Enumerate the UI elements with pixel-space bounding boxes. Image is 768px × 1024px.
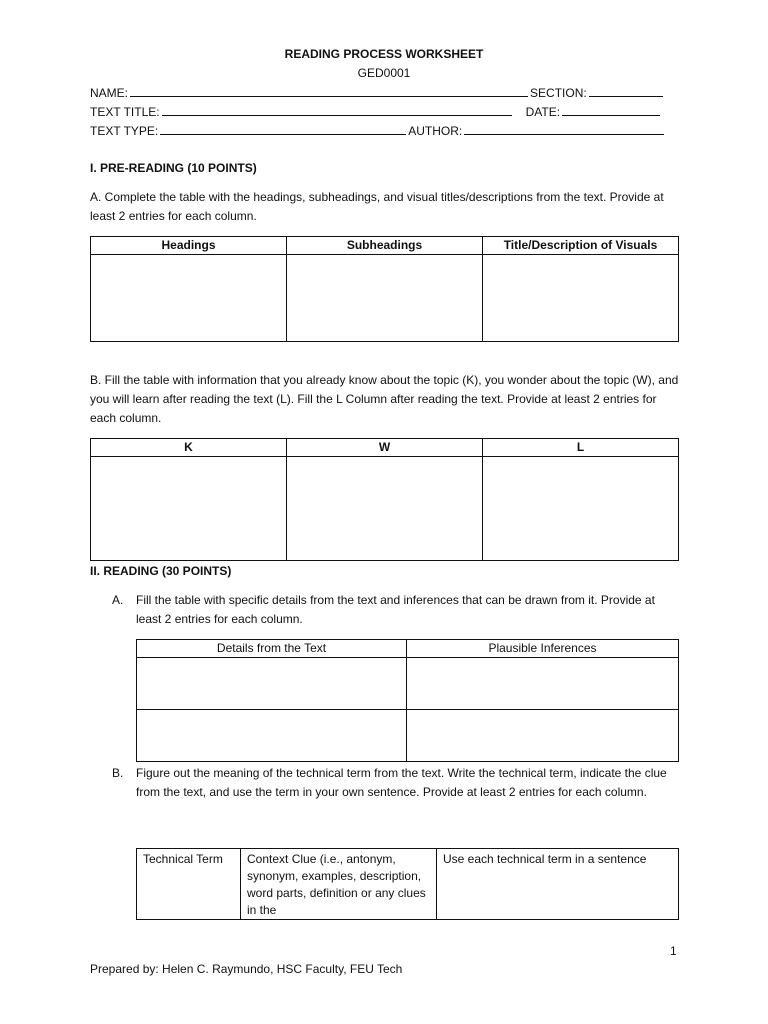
- col-subheadings: Subheadings: [287, 237, 483, 255]
- headings-cell[interactable]: [91, 255, 287, 342]
- author-label: AUTHOR:: [408, 124, 463, 138]
- headings-table: [90, 236, 679, 342]
- page-number: 1: [670, 944, 677, 958]
- author-blank[interactable]: [464, 122, 664, 135]
- date-blank[interactable]: [562, 103, 660, 116]
- text-type-row: [90, 122, 680, 140]
- col-w: W: [287, 439, 483, 457]
- reading-a-marker: A.: [112, 593, 124, 607]
- text-title-blank[interactable]: [162, 103, 512, 116]
- reading-heading: II. READING (30 POINTS): [90, 564, 232, 578]
- text-title-label: TEXT TITLE:: [90, 105, 160, 119]
- pre-reading-b-instructions: B. Fill the table with information that you already know about the topic (K), you wonder about the topic (W), and you will learn after reading the text (L). Fill the L Column after reading the text. Provide at least 2 entries for each column.: [90, 373, 679, 425]
- w-cell[interactable]: [287, 457, 483, 561]
- pre-reading-a-instructions: A. Complete the table with the headings, subheadings, and visual titles/descriptions from the text. Provide at least 2 entries for each column.: [90, 190, 664, 223]
- details-cell[interactable]: [137, 658, 407, 710]
- col-headings: Headings: [91, 237, 287, 255]
- l-cell[interactable]: [483, 457, 679, 561]
- col-l: L: [483, 439, 679, 457]
- section-blank[interactable]: [589, 84, 663, 97]
- subheadings-cell[interactable]: [287, 255, 483, 342]
- inferences-cell[interactable]: [407, 658, 679, 710]
- course-code: GED0001: [357, 66, 411, 80]
- col-sentence: Use each technical term in a sentence: [437, 849, 679, 920]
- reading-a-instructions: Fill the table with specific details from the text and inferences that can be drawn from it. Provide at least 2 entries for each column.: [136, 593, 655, 626]
- details-cell[interactable]: [137, 710, 407, 762]
- k-cell[interactable]: [91, 457, 287, 561]
- worksheet-title: READING PROCESS WORKSHEET: [284, 47, 484, 61]
- reading-b-instructions: Figure out the meaning of the technical term from the text. Write the technical term, indicate the clue from the text, and use the term in your own sentence. Provide at least 2 entries for each column.: [136, 766, 667, 799]
- col-details: Details from the Text: [137, 640, 407, 658]
- text-type-blank[interactable]: [160, 122, 406, 135]
- col-context-clue: Context Clue (i.e., antonym, synonym, examples, description, word parts, definition or any clues in the: [241, 849, 437, 920]
- col-visuals: Title/Description of Visuals: [483, 237, 679, 255]
- name-blank[interactable]: [130, 84, 528, 97]
- col-k: K: [91, 439, 287, 457]
- inferences-cell[interactable]: [407, 710, 679, 762]
- prepared-by: Prepared by: Helen C. Raymundo, HSC Faculty, FEU Tech: [90, 962, 403, 976]
- reading-b-marker: B.: [112, 766, 124, 780]
- name-label: NAME:: [90, 86, 129, 100]
- text-type-label: TEXT TYPE:: [90, 124, 159, 138]
- pre-reading-heading: I. PRE-READING (10 POINTS): [90, 161, 257, 175]
- technical-term-table: [136, 848, 679, 920]
- section-label: SECTION:: [530, 86, 587, 100]
- date-label: DATE:: [525, 105, 561, 119]
- col-technical-term: Technical Term: [137, 849, 241, 920]
- details-table: [136, 639, 679, 762]
- name-row: [90, 84, 680, 102]
- kwl-table: [90, 438, 679, 561]
- visuals-cell[interactable]: [483, 255, 679, 342]
- text-title-row: [90, 103, 680, 121]
- col-inferences: Plausible Inferences: [407, 640, 679, 658]
